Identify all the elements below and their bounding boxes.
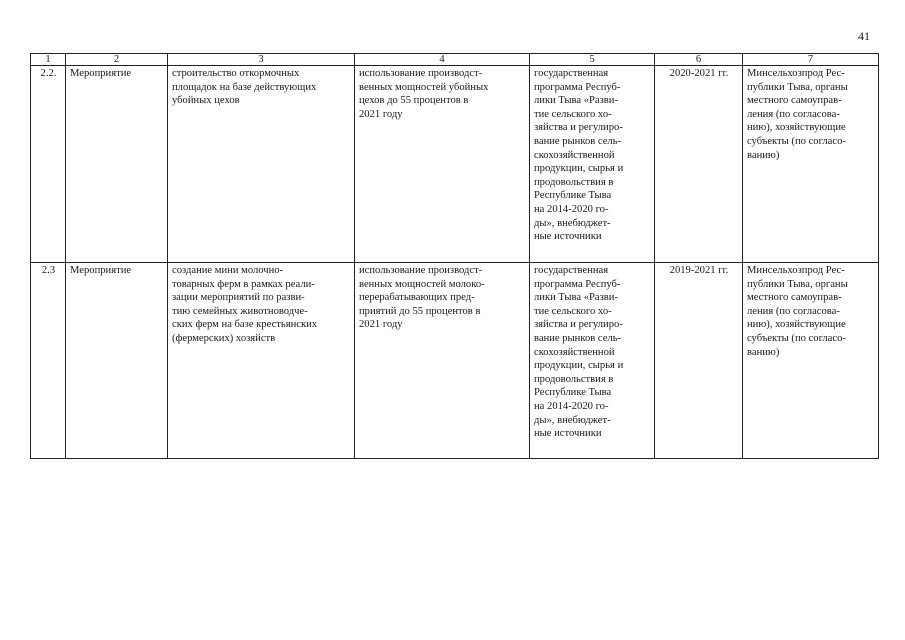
implementation-period: 2019-2021 гг. [655, 263, 743, 459]
column-number: 2 [66, 54, 168, 66]
funding-source: государственная программа Респуб- лики Тыва «Разви- тие сельского хо- зяйства и регулиро- вание рынков сель- скохозяйственной продукции, сырья и продовольствия в Республике Тыва на 2014-2020 го- ды», внебюджет- ные источники [530, 263, 655, 459]
table-row [31, 66, 879, 263]
measure-name: создание мини молочно- товарных ферм в рамках реали- зации мероприятий по разви- тию семейных животноводче- ских ферм на базе крестьянских (фермерских) хозяйств [168, 263, 355, 459]
row-type: Мероприятие [66, 263, 168, 459]
column-number: 6 [655, 54, 743, 66]
responsible-executor: Минсельхозпрод Рес- публики Тыва, органы местного самоуправ- ления (по согласова- нию), хозяйствующие субъекты (по согласо- ванию) [743, 66, 879, 263]
measure-name: строительство откормочных площадок на базе действующих убойных цехов [168, 66, 355, 263]
expected-result: использование производст- венных мощностей молоко- перерабатывающих пред- приятий до 55 процентов в 2021 году [355, 263, 530, 459]
implementation-period: 2020-2021 гг. [655, 66, 743, 263]
column-number: 1 [31, 54, 66, 66]
column-number-row [31, 54, 879, 66]
column-number: 4 [355, 54, 530, 66]
measures-table [30, 53, 879, 459]
responsible-executor: Минсельхозпрод Рес- публики Тыва, органы местного самоуправ- ления (по согласова- нию), хозяйствующие субъекты (по согласо- ванию) [743, 263, 879, 459]
column-number: 3 [168, 54, 355, 66]
column-number: 7 [743, 54, 879, 66]
page-number: 41 [858, 29, 870, 43]
row-number: 2.2. [31, 66, 66, 263]
expected-result: использование производст- венных мощностей убойных цехов до 55 процентов в 2021 году [355, 66, 530, 263]
table-row [31, 263, 879, 459]
column-number: 5 [530, 54, 655, 66]
row-type: Мероприятие [66, 66, 168, 263]
row-number: 2.3 [31, 263, 66, 459]
funding-source: государственная программа Респуб- лики Тыва «Разви- тие сельского хо- зяйства и регулиро- вание рынков сель- скохозяйственной продукции, сырья и продовольствия в Республике Тыва на 2014-2020 го- ды», внебюджет- ные источники [530, 66, 655, 263]
